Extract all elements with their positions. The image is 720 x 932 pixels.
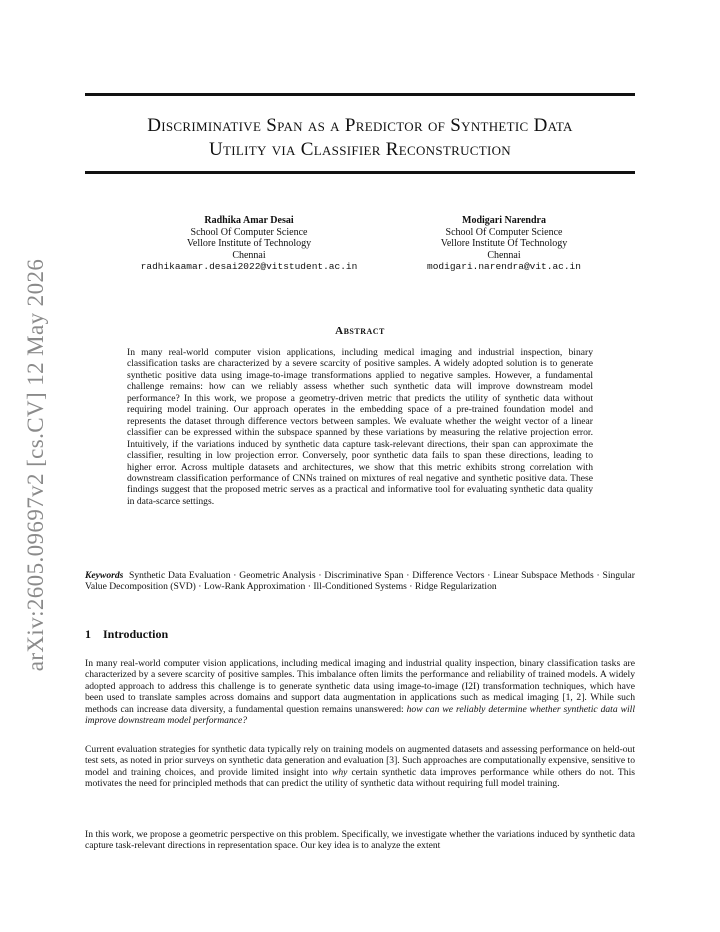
intro-p1-italic: how can we reliably determine whether synthetic data will improve downstream model performance? (85, 703, 635, 727)
author-block-1 (119, 215, 379, 273)
keywords-label: Keywords (85, 570, 124, 581)
author-email[interactable]: modigari.narendra@vit.ac.in (427, 261, 581, 272)
author-block-2 (374, 215, 634, 273)
intro-paragraph-3 (85, 829, 635, 852)
author-city: Chennai (232, 249, 266, 261)
section-title: Introduction (103, 627, 169, 641)
title-rule-top (85, 93, 635, 96)
author-name: Modigari Narendra (462, 215, 546, 226)
abstract-body: In many real-world computer vision applications, including medical imaging and industrial inspection, binary classification tasks are characterized by a severe scarcity of positive samples. A widely adopted solution is to generate synthetic positive data using image-to-image transformations applied to negative samples. However, a fundamental challenge remains: how can we reliably assess whether such synthetic data will improve downstream model performance? In this work, we propose a geometry-driven metric that predicts the utility of synthetic data without requiring model training. Our approach operates in the embedding space of a pre-trained foundation model and represents the dataset through difference vectors between samples. We evaluate whether the weight vector of a linear classifier can be expressed within the subspace spanned by these variations by measuring the relative projection error. Intuitively, if the variations induced by synthetic data capture task-relevant directions, their span can approximate the classifier, resulting in low projection error. Conversely, poor synthetic data fails to span these directions, leading to higher error. Across multiple datasets and architectures, we show that this metric exhibits strong correlation with downstream classification performance of CNNs trained on mixtures of real negative and synthetic positive data. These findings suggest that the proposed metric serves as a practical and informative tool for evaluating synthetic data quality in data-scarce settings. (127, 347, 593, 507)
paper-title (85, 114, 635, 162)
title-line-2: Utility via Classifier Reconstruction (208, 139, 511, 160)
author-email[interactable]: radhikaamar.desai2022@vitstudent.ac.in (140, 261, 358, 272)
keywords (85, 570, 635, 593)
intro-p2-italic: why (331, 766, 348, 778)
section-heading (85, 627, 168, 642)
intro-p3-text: In this work, we propose a geometric perspective on this problem. Specifically, we investigate whether the variations induced by synthetic data capture task-relevant directions in representation space. Our key idea is to analyze the extent (85, 829, 635, 852)
author-institute: Vellore Institute of Technology (186, 238, 312, 249)
author-school: School Of Computer Science (190, 226, 308, 238)
author-city: Chennai (487, 249, 521, 261)
author-name: Radhika Amar Desai (204, 215, 294, 226)
intro-p1-text: In many real-world computer vision applications, including medical imaging and industrial quality inspection, binary classification tasks are characterized by a severe scarcity of positive samples. This imbalance often limits the performance and reliability of trained models. A widely adopted approach to address this challenge is to generate synthetic data using image-to-image (I2I) transformation techniques, which have been used to translate samples across domains and support data augmentation in applications such as medical imaging [1, 2]. While such methods can increase data diversity, a fundamental question remains unanswered: (85, 658, 635, 715)
author-school: School Of Computer Science (445, 226, 563, 238)
keywords-list: Synthetic Data Evaluation · Geometric Analysis · Discriminative Span · Difference Vectors · Linear Subspace Methods · Singular Value Decomposition (SVD) · Low-Rank Approximation · Ill-Conditioned Systems · Ridge Regularization (85, 570, 636, 593)
title-rule-bottom (85, 171, 635, 174)
intro-paragraph-2 (85, 744, 635, 790)
intro-p2-text-2: certain synthetic data improves performance while others do not. This motivates the need for principled methods that can predict the utility of synthetic data without requiring full model training. (85, 766, 635, 790)
title-line-1: Discriminative Span as a Predictor of Synthetic Data (147, 115, 573, 136)
intro-p2-text: Current evaluation strategies for synthetic data typically rely on training models on augmented datasets and assessing performance on held-out test sets, as noted in prior surveys on synthetic data generation and evaluation [3]. Such approaches are computationally expensive, sensitive to model and training choices, and provide limited insight into (85, 744, 635, 778)
section-number: 1 (85, 627, 91, 641)
author-institute: Vellore Institute Of Technology (440, 238, 568, 249)
intro-paragraph-1 (85, 658, 635, 727)
arxiv-identifier: arXiv:2605.09697v2 [cs.CV] 12 May 2026 (23, 258, 48, 672)
abstract-heading: Abstract (335, 325, 385, 337)
